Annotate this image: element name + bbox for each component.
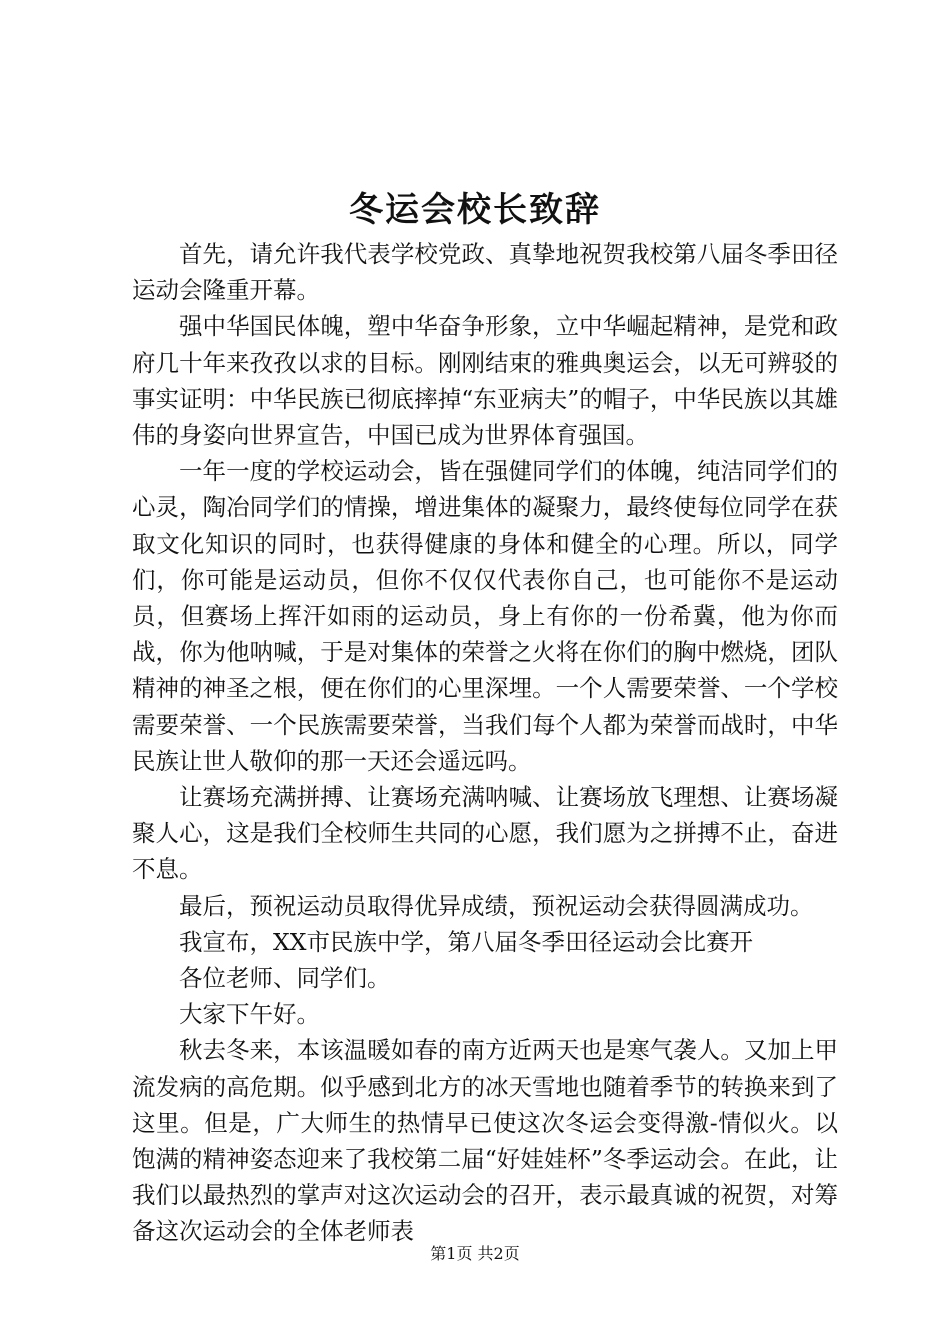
paragraph-announcement: 我宣布，XX市民族中学，第八届冬季田径运动会比赛开 [179, 927, 753, 956]
paragraph-arena-wishes: 让赛场充满拼搏、让赛场充满呐喊、让赛场放飞理想、让赛场凝聚人心，这是我们全校师生共同的心愿，我们愿为之拼搏不止，奋进不息。 [132, 783, 838, 884]
paragraph-greeting: 各位老师、同学们。 [179, 964, 391, 993]
paragraph-good-afternoon: 大家下午好。 [179, 1000, 320, 1029]
paragraph-autumn-winter: 秋去冬来，本该温暖如春的南方近两天也是寒气袭人。又加上甲流发病的高危期。似乎感到北方的冰天雪地也随着季节的转换来到了这里。但是，广大师生的热情早已使这次冬运会变得激-情似火。以饱满的精神姿态迎来了我校第二届“好娃娃杯”冬季运动会。在此，让我们以最热烈的掌声对这次运动会的召开，表示最真诚的祝贺，对筹备这次运动会的全体老师表 [132, 1036, 838, 1246]
paragraph-opening: 首先，请允许我代表学校党政、真挚地祝贺我校第八届冬季田径运动会隆重开幕。 [132, 240, 838, 305]
document-title: 冬运会校长致辞 [349, 190, 601, 230]
document-body [132, 236, 838, 1250]
page-number-footer: 第1页 共2页 [430, 1244, 520, 1263]
paragraph-closing-wishes: 最后，预祝运动员取得优异成绩，预祝运动会获得圆满成功。 [179, 891, 814, 920]
paragraph-national-fitness: 强中华国民体魄，塑中华奋争形象，立中华崛起精神，是党和政府几十年来孜孜以求的目标。刚刚结束的雅典奥运会，以无可辨驳的事实证明：中华民族已彻底摔掉“东亚病夫”的帽子，中华民族以其雄伟的身姿向世界宣告，中国已成为世界体育强国。 [132, 312, 838, 450]
paragraph-school-sports-meet: 一年一度的学校运动会，皆在强健同学们的体魄，纯洁同学们的心灵，陶冶同学们的情操，增进集体的凝聚力，最终使每位同学在获取文化知识的同时，也获得健康的身体和健全的心理。所以，同学们，你可能是运动员，但你不仅仅代表你自己，也可能你不是运动员，但赛场上挥汗如雨的运动员，身上有你的一份希冀，他为你而战，你为他呐喊，于是对集体的荣誉之火将在你们的胸中燃烧，团队精神的神圣之根，便在你们的心里深埋。一个人需要荣誉、一个学校需要荣誉、一个民族需要荣誉，当我们每个人都为荣誉而战时，中华民族让世人敬仰的那一天还会遥远吗。 [132, 457, 838, 775]
